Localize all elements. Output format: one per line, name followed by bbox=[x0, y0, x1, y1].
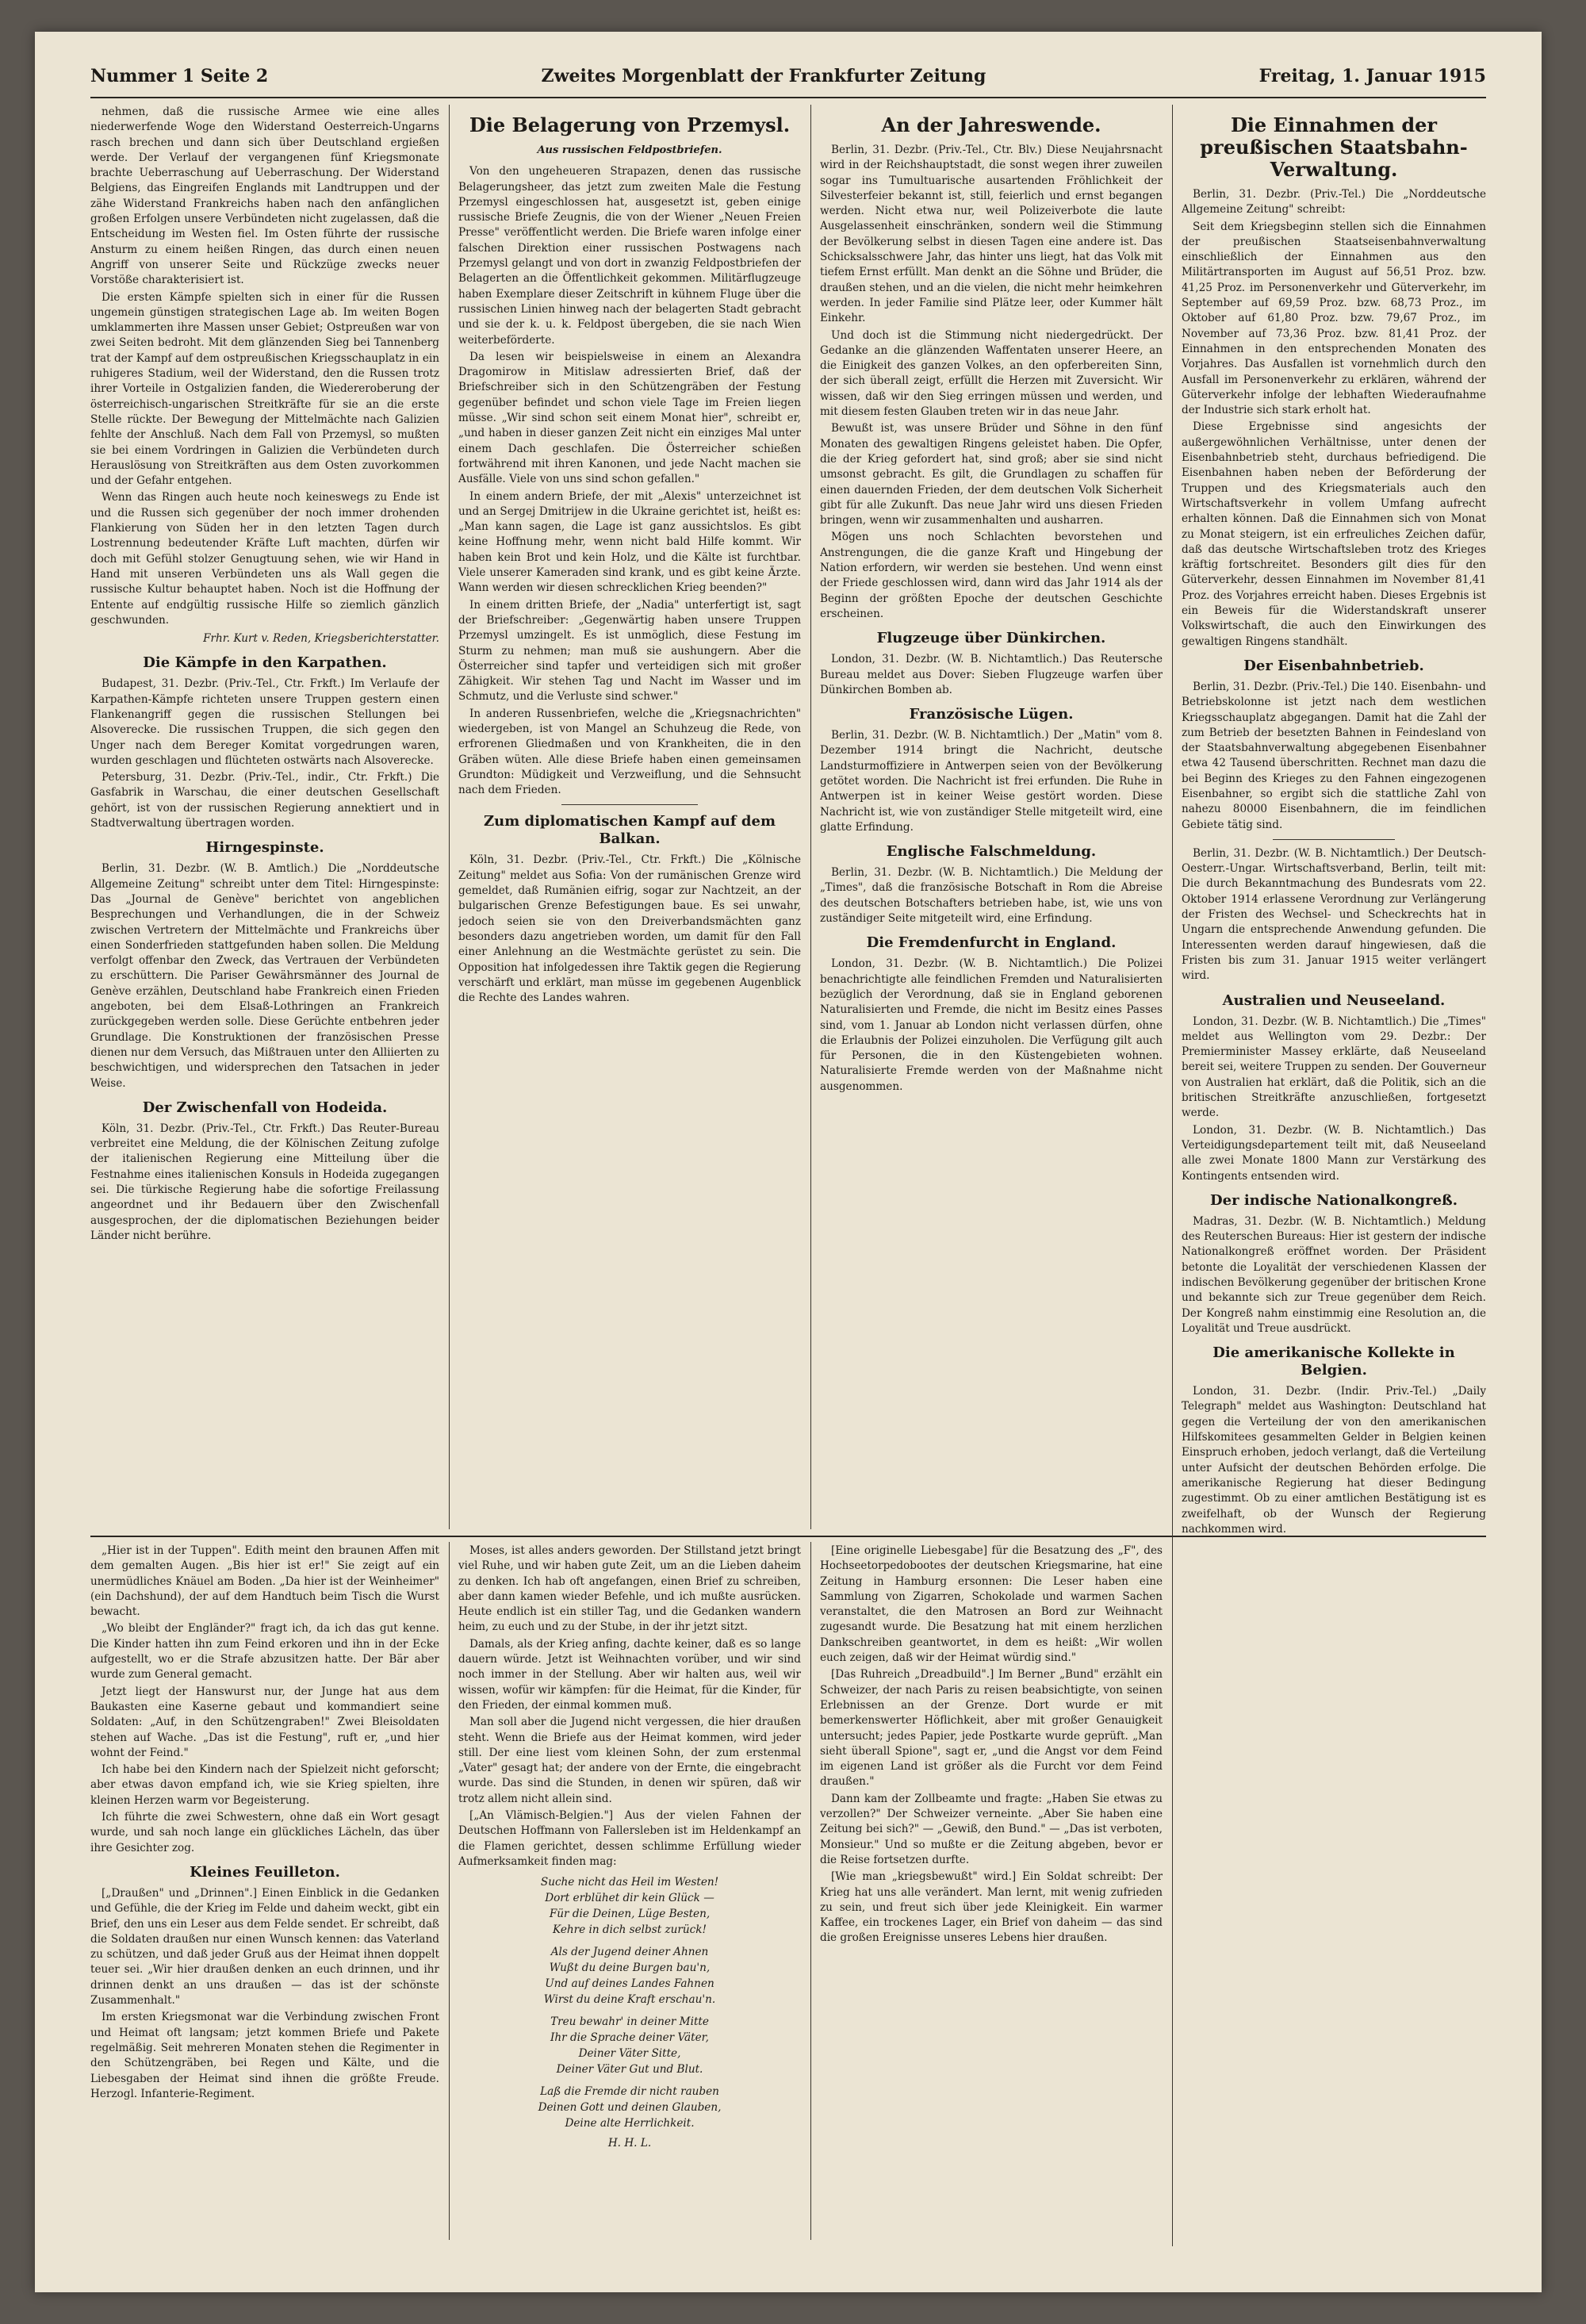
section-heading: Die Fremdenfurcht in England. bbox=[866, 934, 1117, 952]
poem-line: Wirst du deine Kraft erschau'n. bbox=[543, 1993, 716, 2007]
paragraph: Jetzt liegt der Hanswurst nur, der Junge hat aus dem Baukasten eine Kaserne gebaut und kommandiert seine Soldaten: „Auf, in den Schützengraben!" Zwei Bleisoldaten stehen auf Wache. „Das ist die Festung", ruft er, „und hier wohnt der Feind." bbox=[90, 1685, 439, 1759]
paragraph: Bewußt ist, was unsere Brüder und Söhne in den fünf Monaten des gewaltigen Ringens geleistet haben. Die Opfer, die der Krieg gefordert hat, sind groß; aber sie sind nicht umsonst gebracht. Es gilt, die Grundlagen zu schaffen für einen dauernden Frieden, der dem deutschen Volk Sicherheit gibt für alle Zukunft. Das neue Jahr wird uns diesen Frieden bringen, wenn wir zusammenhalten und ausharren. bbox=[820, 422, 1163, 527]
paragraph: London, 31. Dezbr. (W. B. Nichtamtlich.) Das Verteidigungsdepartement teilt mit, daß Neuseeland alle zwei Monate 1800 Mann zur Verstärkung des Kontingents entsenden wird. bbox=[1182, 1123, 1486, 1183]
paragraph: In einem andern Briefe, der mit „Alexis" unterzeichnet ist und an Sergej Dmitrijew in die Ukraine gerichtet ist, heißt es: „Man kann sagen, die Lage ist ganz aussichtslos. Es gibt keine Hoffnung mehr, wenn nicht bald Hilfe kommt. Wir haben kein Brot und kein Holz, und die Kälte ist furchtbar. Viele unserer Kameraden sind krank, und es gibt keine Ärzte. Wann werden wir diesen schrecklichen Krieg beenden?" bbox=[458, 489, 801, 595]
poem-signature: H. H. L. bbox=[607, 2137, 652, 2150]
paragraph: Und doch ist die Stimmung nicht niedergedrückt. Der Gedanke an die glänzenden Waffentaten unserer Heere, an die Einigkeit des ganzen Volkes, an den opferbereiten Sinn, der sich überall zeigt, erfüllt die Herzen mit Zuversicht. Wir wissen, daß wir den Sieg erringen müssen und werden, und mit diesem festen Glauben treten wir in das neue Jahr. bbox=[820, 328, 1163, 419]
paragraph: London, 31. Dezbr. (W. B. Nichtamtlich.) Das Reutersche Bureau meldet aus Dover: Sieben Flugzeuge warfen über Dünkirchen Bomben ab. bbox=[820, 653, 1163, 696]
poem-line: Als der Jugend deiner Ahnen bbox=[550, 1946, 709, 1959]
section-heading: Zum diplomatischen Kampf auf dem Balkan. bbox=[483, 813, 776, 848]
paragraph: Köln, 31. Dezbr. (Priv.-Tel., Ctr. Frkft.) Das Reuter-Bureau verbreitet eine Meldung, die der Kölnischen Zeitung zufolge der italienischen Regierung eine Mitteilung über die Festnahme eines italienischen Konsuls in Hodeida zugegangen sei. Die türkische Regierung habe die sofortige Freilassung angeordnet und ihr Bedauern über den Zwischenfall ausgesprochen, der die diplomatischen Beziehungen beider Länder nicht berühre. bbox=[90, 1122, 439, 1242]
divider bbox=[1273, 839, 1395, 840]
feuilleton-column-1 bbox=[90, 1544, 439, 2242]
paragraph: Berlin, 31. Dezbr. (W. B. Nichtamtlich.) Die Meldung der „Times", daß die französische Botschaft in Rom die Abreise des deutschen Botschafters betrieben habe, ist, wie uns von zuständiger Seite mitgeteilt wird, eine Erfindung. bbox=[820, 866, 1163, 926]
poem-line: Deiner Väter Gut und Blut. bbox=[556, 2063, 703, 2077]
column-divider-2 bbox=[810, 105, 811, 1529]
section-heading: Der indische Nationalkongreß. bbox=[1210, 1191, 1458, 1209]
paragraph: Ich habe bei den Kindern nach der Spielzeit nicht geforscht; aber etwas davon empfand ich, wie sie Krieg spielten, ihre kleinen Herzen warm vor Begeisterung. bbox=[90, 1763, 439, 1807]
section-heading: Der Zwischenfall von Hodeida. bbox=[142, 1099, 388, 1116]
paragraph: Ich führte die zwei Schwestern, ohne daß ein Wort gesagt wurde, und sah noch lange ein glückliches Lächeln, das über ihre Gesichter zog. bbox=[90, 1811, 439, 1854]
column-3 bbox=[820, 105, 1163, 1529]
paragraph: [Eine originelle Liebesgabe] für die Besatzung des „F", des Hochseetorpedobootes der deutschen Kriegsmarine, hat eine Zeitung in Hamburg ersonnen: Die Leser haben eine Sammlung von Zigarren, Schokolade und warmen Sachen veranstaltet, die den Matrosen an Bord zur Weihnacht zugesandt wurde. Die Besatzung hat mit einem herzlichen Dankschreiben geantwortet, in dem es heißt: „Wir wollen euch zeigen, daß wir der Heimat würdig sind." bbox=[820, 1544, 1163, 1665]
section-heading: Die Kämpfe in den Karpathen. bbox=[143, 654, 387, 672]
column-2 bbox=[458, 105, 801, 1529]
paragraph: Dann kam der Zollbeamte und fragte: „Haben Sie etwas zu verzollen?" Der Schweizer verneinte. „Aber Sie haben eine Zeitung bei sich?" — „Gewiß, den Bund." — „Das ist verboten, Monsieur." Und so mußte er die Zeitung abgeben, bevor er die Reise fortsetzen durfte. bbox=[820, 1792, 1163, 1866]
poem-line: Laß die Fremde dir nicht rauben bbox=[540, 2085, 719, 2099]
article-title: An der Jahreswende. bbox=[881, 113, 1101, 136]
paragraph: Man soll aber die Jugend nicht vergessen, die hier draußen steht. Wenn die Briefe aus der Heimat kommen, wird jeder still. Der eine liest vom kleinen Sohn, der zum erstenmal „Vater" gesagt hat; der andere von der Ernte, die eingebracht wurde. Das sind die Stunden, in denen wir spüren, daß wir trotz allem nicht allein sind. bbox=[458, 1716, 801, 1805]
paragraph: [Das Ruhreich „Dreadbuild".] Im Berner „Bund" erzählt ein Schweizer, der nach Paris zu reisen beabsichtigte, von seinen Erlebnissen an der Grenze. Dort wurde er mit bemerkenswerter Höflichkeit, aber mit großer Genauigkeit untersucht; jedes Papier, jede Postkarte wurde geprüft. „Man sieht überall Spione", sagt er, „und die Angst vor dem Feind im eigenen Land ist größer als die Furcht vor dem Feind draußen." bbox=[820, 1668, 1163, 1789]
page-header bbox=[90, 60, 1486, 92]
paragraph: Berlin, 31. Dezbr. (Priv.-Tel., Ctr. Blv.) Diese Neujahrsnacht wird in der Reichshauptstadt, die sonst wegen ihrer zuweilen sogar ins Tumultuarische ausartenden Fröhlichkeit der Silvesterfeier bekannt ist, still, feierlich und ernst begangen werden. Nicht etwa nur, weil Polizeiverbote die laute Ausgelassenheit einschränken, sondern weil die Stimmung der Bevölkerung selbst in diesen Tagen eine andere ist. Das Schicksalsschwere Jahr, das hinter uns liegt, hat das Volk mit tiefem Ernst erfüllt. Man denkt an die Söhne und Brüder, die draußen stehen, und an die vielen, die nicht mehr heimkehren werden. In jeder Familie sind Plätze leer, oder Kummer hält Einkehr. bbox=[820, 144, 1163, 325]
feuilleton-column-3 bbox=[820, 1544, 1163, 2242]
paragraph: Da lesen wir beispielsweise in einem an Alexandra Dragomirow in Mitislaw adressierten Brief, daß der Briefschreiber sich in den Schützengräben der Festung gegenüber befindet und schon viele Tage im Freien liegen müsse. „Wir sind schon seit einem Monat hier", schreibt er, „und haben in dieser ganzen Zeit nicht ein einziges Mal unter einem Dach geschlafen. Die Österreicher schießen fortwährend mit ihren Kanonen, und jede Nacht machen sie Ausfälle. Viele von uns sind schon gefallen." bbox=[458, 350, 801, 486]
paragraph: Berlin, 31. Dezbr. (W. B. Nichtamtlich.) Der Deutsch-Oesterr.-Ungar. Wirtschaftsverband, Berlin, teilt mit: Die durch Bekanntmachung des Bundesrats vom 22. Oktober 1914 erlassene Verordnung zur Verlängerung der Fristen des Wechsel- und Scheckrechts hat in Ungarn die entsprechende Anwendung gefunden. Die Interessenten werden darauf hingewiesen, daß die Fristen bis zum 31. Januar 1915 weiter verlängert wird. bbox=[1182, 846, 1486, 983]
paragraph: London, 31. Dezbr. (W. B. Nichtamtlich.) Die „Times" meldet aus Wellington vom 29. Dezbr.: Der Premierminister Massey erklärte, daß Neuseeland bereit sei, weitere Truppen zu senden. Der Gouverneur von Australien hat erklärt, daß die Politik, sich an die britischen Streitkräfte anzuschließen, fortgesetzt werde. bbox=[1182, 1014, 1486, 1120]
paragraph: Wenn das Ringen auch heute noch keineswegs zu Ende ist und die Russen sich gegenüber der noch immer drohenden Flankierung von Süden her in den letzten Tagen durch Lostrennung bedeutender Kräfte Luft machten, dürfen wir doch mit Gefühl stolzer Genugtuung sehen, wie wir Hand in Hand mit unseren Verbündeten uns als Wall gegen die russische Kultur behauptet haben. Noch ist die Hoffnung der Entente auf endgültig russische Hilfe so ziemlich gänzlich geschwunden. bbox=[90, 491, 439, 627]
poem-line: Deine alte Herrlichkeit. bbox=[565, 2117, 695, 2130]
paragraph: Madras, 31. Dezbr. (W. B. Nichtamtlich.) Meldung des Reuterschen Bureaus: Hier ist gestern der indische Nationalkongreß eröffnet worden. Der Präsident betonte die Loyalität der verschiedenen Klassen der indischen Bevölkerung gegenüber der britischen Krone und bekannte sich zur Treue gegenüber dem Reich. Der Kongreß nahm einstimmig eine Resolution an, die Loyalität und Treue ausdrückt. bbox=[1182, 1214, 1486, 1335]
paragraph: In einem dritten Briefe, der „Nadia" unterfertigt ist, sagt der Briefschreiber: „Gegenwärtig haben unsere Truppen Przemysl umzingelt. Es ist unmöglich, diese Festung im Sturm zu nehmen; man muß sie aushungern. Aber die Österreicher sind tapfer und verteidigen sich mit großer Zähigkeit. Wir stehen Tag und Nacht im Wasser und im Schmutz, und die Verluste sind schwer." bbox=[458, 598, 801, 704]
column-divider-5 bbox=[810, 1542, 811, 2240]
paragraph: Berlin, 31. Dezbr. (Priv.-Tel.) Die 140. Eisenbahn- und Betriebskolonne ist jetzt nach dem westlichen Kriegsschauplatz abgegangen. Damit hat die Zahl der zum Betrieb der besetzten Bahnen in Feindesland von der Staatsbahnverwaltung abgegebenen Eisenbahner etwa 42 Tausend überschritten. Rechnet man dazu die bei Beginn des Krieges zu den Fahnen eingezogenen Eisenbahner, so ergibt sich die stattliche Zahl von nahezu 80000 Eisenbahnern, die im feindlichen Gebiete tätig sind. bbox=[1182, 680, 1486, 831]
section-heading: Der Eisenbahnbetrieb. bbox=[1243, 657, 1424, 674]
paragraph: Diese Ergebnisse sind angesichts der außergewöhnlichen Verhältnisse, unter denen der Eisenbahnbetrieb steht, durchaus befriedigend. Die Eisenbahnen haben neben der Beförderung der Truppen und des Kriegsmaterials auch den Wirtschaftsverkehr in vollem Umfang aufrecht erhalten können. Daß die Einnahmen sich von Monat zu Monat steigern, ist ein erfreuliches Zeichen dafür, daß das deutsche Wirtschaftsleben trotz des Krieges kräftig fortschreitet. Besonders gilt dies für den Güterverkehr, dessen Einnahmen im November 81,41 Proz. des Vorjahres erreicht haben. Dieses Ergebnis ist ein Beweis für die Widerstandskraft unserer Volkswirtschaft, die auch den Einwirkungen des gewaltigen Ringens standhält. bbox=[1182, 420, 1486, 648]
paragraph: Berlin, 31. Dezbr. (W. B. Amtlich.) Die „Norddeutsche Allgemeine Zeitung" schreibt unter dem Titel: Hirngespinste: Das „Journal de Genève" berichtet von angeblichen Besprechungen und Verhandlungen, die in der Schweiz zwischen Vertretern der Mittelmächte und Frankreichs über einen Sonderfrieden stattgefunden haben sollen. Die Meldung verfolgt offenbar den Zweck, das Vertrauen der Verbündeten zu erschüttern. Die Pariser Gewährsmänner des Journal de Genève erzählen, Deutschland habe Frankreich einen Frieden angeboten, bei dem Elsaß-Lothringen an Frankreich zurückgegeben werden solle. Diese Gerüchte entbehren jeder Grundlage. Die Konstruktionen der französischen Presse dienen nur dem Versuch, das Mißtrauen unter den Alliierten zu beschwichtigen, und widersprechen den Tatsachen in jeder Weise. bbox=[90, 862, 439, 1090]
paragraph: Berlin, 31. Dezbr. (W. B. Nichtamtlich.) Der „Matin" vom 8. Dezember 1914 bringt die Nachricht, deutsche Landsturmoffiziere in Antwerpen seien von der Bevölkerung getötet worden. Die Nachricht ist frei erfunden. Die Ruhe in Antwerpen ist in keiner Weise gestört worden. Diese Nachricht ist, wie von zuständiger Stelle mitgeteilt wird, eine glatte Erfindung. bbox=[820, 729, 1163, 834]
paragraph: Mögen uns noch Schlachten bevorstehen und Anstrengungen, die die ganze Kraft und Hingebung der Nation erfordern, wir werden sie bestehen. Und wenn einst der Friede geschlossen wird, dann wird das Jahr 1914 als der Beginn der größten Epoche der deutschen Geschichte erscheinen. bbox=[820, 531, 1163, 620]
paragraph: London, 31. Dezbr. (Indir. Priv.-Tel.) „Daily Telegraph" meldet aus Washington: Deutschland hat gegen die Verteilung der von den amerikanischen Hilfskomitees gesammelten Gelder in Belgien keinen Einspruch erhoben, jedoch verlangt, daß die Verteilung unter Aufsicht der deutschen Behörden erfolge. Die amerikanische Regierung hat dieser Bedingung zugestimmt. Ob zu einer amtlichen Bestätigung ist es zweifelhaft, ob der Wunsch der Regierung nachkommen wird. bbox=[1182, 1385, 1486, 1536]
newspaper-page bbox=[35, 32, 1542, 2292]
section-heading: Flugzeuge über Dünkirchen. bbox=[876, 630, 1106, 647]
paragraph: London, 31. Dezbr. (W. B. Nichtamtlich.) Die Polizei benachrichtigte alle feindlichen Fremden und Naturalisierten bezüglich der Verordnung, daß sie in England geborenen Naturalisierten und Fremde, die nicht im Besitz eines Passes sind, vom 1. Januar ab London nicht verlassen dürfen, ohne die Erlaubnis der Polizei einzuholen. Die Verfügung gilt auch für Personen, die in den Küstengebieten wohnen. Naturalisierte Fremde werden von der Maßnahme nicht ausgenommen. bbox=[820, 957, 1163, 1093]
section-heading: Englische Falschmeldung. bbox=[886, 843, 1097, 861]
poem-line: Treu bewahr' in deiner Mitte bbox=[550, 2015, 709, 2029]
poem-stanza-break bbox=[458, 2077, 801, 2084]
poem-stanza-break bbox=[458, 2008, 801, 2014]
divider bbox=[561, 804, 699, 805]
paragraph: Moses, ist alles anders geworden. Der Stillstand jetzt bringt viel Ruhe, und wir haben gute Zeit, um an die Lieben daheim zu denken. Ich hab oft angefangen, einen Brief zu schreiben, aber dann kamen wieder Befehle, und ich mußte ausrücken. Heute endlich ist ein stiller Tag, und die Gedanken wandern heim, zu euch und zu der Stube, in der ihr jetzt sitzt. bbox=[458, 1544, 801, 1634]
paragraph: Berlin, 31. Dezbr. (Priv.-Tel.) Die „Norddeutsche Allgemeine Zeitung" schreibt: bbox=[1182, 188, 1486, 217]
poem-line: Ihr die Sprache deiner Väter, bbox=[550, 2031, 709, 2045]
poem-line: Deinen Gott und deinen Glauben, bbox=[538, 2101, 722, 2115]
article-title: Die Belagerung von Przemysl. bbox=[469, 113, 791, 136]
paragraph: [„An Vlämisch-Belgien."] Aus der vielen Fahnen der Deutschen Hoffmann von Fallersleben ist im Heldenkampf an die Flamen gerichtet, dessen schlimme Erfüllung wieder Aufmerksamkeit finden mag: bbox=[458, 1809, 801, 1868]
article-subtitle: Aus russischen Feldpostbriefen. bbox=[537, 144, 722, 156]
section-heading: Australien und Neuseeland. bbox=[1222, 991, 1446, 1009]
poem-line: Wußt du deine Burgen bau'n, bbox=[549, 1962, 711, 1975]
paragraph: „Hier ist in der Tuppen". Edith meint den braunen Affen mit dem gemalten Augen. „Bis hier ist er!" Sie zeigt auf ein unermüdliches Knäuel am Boden. „Da hier ist der Weinheimer" (ein Dachshund), der auf dem Handtuch beim Tisch die Wurst bewacht. bbox=[90, 1544, 439, 1619]
paragraph: nehmen, daß die russische Armee wie eine alles niederwerfende Woge den Widerstand Oesterreich-Ungarns rasch brechen und dann sich über Deutschland ergießen werde. Der Verlauf der vergangenen fünf Kriegsmonate brachte Ueberraschung auf Ueberraschung. Der Widerstand Belgiens, das Eingreifen Englands mit Landtruppen und der zähe Widerstand Frankreichs haben nach den anfänglichen großen Erfolgen unsere Verbündeten nicht zugelassen, daß die Entscheidung im Westen fiel. Im Osten führte der russische Ansturm zu einem heißen Ringen, das durch einen neuen Angriff von unserer Seite und Rückzüge zwecks neuer Vorstöße charakterisiert ist. bbox=[90, 105, 439, 287]
header-issue: Nummer 1 Seite 2 bbox=[90, 66, 269, 86]
poem-line: Für die Deinen, Lüge Besten, bbox=[549, 1908, 711, 1921]
paragraph: „Wo bleibt der Engländer?" fragt ich, da ich das gut kenne. Die Kinder hatten ihn zum Feind erkoren und ihn in der Ecke aufgestellt, wo er die Strafe abzusitzen hatte. Der Bär aber wurde zum General gemacht. bbox=[90, 1622, 439, 1682]
article-title: Die Einnahmen der preußischen Staatsbahn-Verwaltung. bbox=[1200, 113, 1468, 181]
poem-line: Deiner Väter Sitte, bbox=[578, 2047, 681, 2061]
column-4 bbox=[1182, 105, 1486, 2246]
poem bbox=[458, 1874, 801, 2131]
paragraph: Die ersten Kämpfe spielten sich in einer für die Russen ungemein günstigen strategischen Lage ab. Im weiten Bogen umklammerten ihre Massen unser Gebiet; Ostpreußen war von zwei Seiten bedroht. Mit dem glänzenden Sieg bei Tannenberg trat der Kampf auf dem ostpreußischen Kriegsschauplatz in ein ruhigeres Stadium, weil der Widerstand, den die Russen trotz ihrer Vorteile in Ostgalizien fanden, die Wiedereroberung der österreichisch-ungarischen Streitkräfte für sie an die erste Stelle rückte. Der Bewegung der Mittelmächte nach Galizien fehlte der Anschluß. Nach dem Fall von Przemysl, so mußten sie bei einem Vordringen in Galizien die Verbündeten durch Herauslösung von Streitkräften aus dem Osten zuvorkommen und der Gefahr entgehen. bbox=[90, 290, 439, 488]
header-date: Freitag, 1. Januar 1915 bbox=[1258, 66, 1486, 86]
paragraph: In anderen Russenbriefen, welche die „Kriegsnachrichten" wiedergeben, ist von Mangel an Schuhzeug die Rede, von erfrorenen Gliedmaßen und von Krankheiten, die in den Gräben wüten. Alle diese Briefe haben einen gemeinsamen Grundton: Müdigkeit und Verzweiflung, und die Sehnsucht nach dem Frieden. bbox=[458, 707, 801, 797]
paragraph: Von den ungeheueren Strapazen, denen das russische Belagerungsheer, das jetzt zum zweiten Male die Festung Przemysl eingeschlossen hat, ausgesetzt ist, geben einige russische Briefe Zeugnis, die von der Wiener „Neuen Freien Presse" veröffentlicht werden. Die Briefe waren infolge einer falschen Direktion einer russischen Postwagens nach Przemysl gelangt und von dort in zwanzig Feldpostbriefen der Belagerten an die Öffentlichkeit gekommen. Militärflugzeuge haben Exemplare dieser Zeitschrift in kühnem Fluge über die russischen Linien hinweg nach der belagerten Stadt gebracht und sie der k. u. k. Feldpost übergeben, die sie nach Wien weiterbeförderte. bbox=[458, 165, 801, 347]
poem-line: Kehre in dich selbst zurück! bbox=[553, 1923, 707, 1937]
column-divider-4 bbox=[449, 1542, 450, 2240]
column-divider-1 bbox=[449, 105, 450, 1529]
poem-line: Suche nicht das Heil im Westen! bbox=[540, 1876, 719, 1889]
poem-stanza-break bbox=[458, 1938, 801, 1944]
column-divider-3 bbox=[1172, 105, 1173, 2246]
feuilleton-column-2 bbox=[458, 1544, 801, 2242]
section-heading: Kleines Feuilleton. bbox=[190, 1863, 340, 1881]
column-1 bbox=[90, 105, 439, 1529]
header-masthead: Zweites Morgenblatt der Frankfurter Zeitung bbox=[541, 66, 986, 86]
paragraph: Budapest, 31. Dezbr. (Priv.-Tel., Ctr. Frkft.) Im Verlaufe der Karpathen-Kämpfe richteten unsere Truppen gestern einen Flankenangriff gegen die russischen Stellungen bei Alsoverecke. Die russischen Truppen, die sich gegen den Unger nach dem Bereger Komitat vorgedrungen waren, wurden geschlagen und flüchteten ostwärts nach Alsoverecke. bbox=[90, 677, 439, 767]
section-heading: Französische Lügen. bbox=[909, 706, 1074, 723]
paragraph: Damals, als der Krieg anfing, dachte keiner, daß es so lange dauern würde. Jetzt ist Weihnachten vorüber, und wir sind noch immer in der Stellung. Aber wir halten aus, weil wir wissen, wofür wir kämpfen: für die Heimat, für die Kinder, für den Frieden, der einmal kommen muß. bbox=[458, 1637, 801, 1712]
poem-line: Dort erblühet dir kein Glück — bbox=[545, 1892, 714, 1905]
paragraph: Seit dem Kriegsbeginn stellen sich die Einnahmen der preußischen Staatseisenbahnverwaltung einschließlich der Einnahmen aus den Militärtransporten im August auf 56,51 Proz. bzw. 41,25 Proz. im Personenverkehr und Güterverkehr, im September auf 69,59 Proz. bzw. 68,73 Proz., im Oktober auf 61,80 Proz. bzw. 79,67 Proz., im November auf 73,36 Proz. bzw. 81,41 Proz. der Einnahmen in den entsprechenden Monaten des Vorjahres. Das Ausfallen ist vornehmlich durch den Ausfall im Personenverkehr zu erklären, während der Güterverkehr infolge der lebhaften Wiederaufnahme der Industrie sich stark erholt hat. bbox=[1182, 220, 1486, 417]
header-rule bbox=[90, 97, 1486, 98]
paragraph: Köln, 31. Dezbr. (Priv.-Tel., Ctr. Frkft.) Die „Kölnische Zeitung" meldet aus Sofia: Von der rumänischen Grenze wird gemeldet, daß Rumänien eifrig, sogar zur Nachtzeit, an der bulgarischen Grenze Befestigungen baue. Es sei unwahr, jedoch seien sie von den Dreiverbandsmächten ganz besonders dazu angetrieben worden, um damit für den Fall einer Anlehnung an die Westmächte gerüstet zu sein. Die Opposition hat infolgedessen ihre Taktik gegen die Regierung verschärft und erklärt, man müsse im gegebenen Augenblick die Rechte des Landes wahren. bbox=[458, 853, 801, 1005]
author-signature: Frhr. Kurt v. Reden, Kriegsberichterstatter. bbox=[203, 632, 439, 646]
paragraph: Petersburg, 31. Dezbr. (Priv.-Tel., indir., Ctr. Frkft.) Die Gasfabrik in Warschau, die einer deutschen Gesellschaft gehört, ist von der russischen Regierung annektiert und in Stadtverwaltung übertragen worden. bbox=[90, 771, 439, 830]
paragraph: Im ersten Kriegsmonat war die Verbindung zwischen Front und Heimat oft langsam; jetzt kommen Briefe und Pakete regelmäßig. Seit mehreren Monaten stehen die Regimenter in den Schützengräben, bei Regen und Kälte, und die Liebesgaben der Heimat sind ihnen die größte Freude. Herzogl. Infanterie-Regiment. bbox=[90, 2011, 439, 2100]
section-heading: Die amerikanische Kollekte in Belgien. bbox=[1212, 1344, 1455, 1379]
section-heading: Hirngespinste. bbox=[205, 839, 324, 857]
paragraph: [„Draußen" und „Drinnen".] Einen Einblick in die Gedanken und Gefühle, die der Krieg im Felde und daheim weckt, gibt ein Brief, den uns ein Leser aus dem Felde sendet. Er schreibt, daß die Soldaten draußen nur einen Wunsch kennen: das Vaterland zu schützen, und daß jeder Gruß aus der Heimat ihnen doppelt teuer sei. „Wir hier draußen denken an euch drinnen, und ihr drinnen denkt an uns draußen — das ist der schönste Zusammenhalt." bbox=[90, 1886, 439, 2008]
poem-line: Und auf deines Landes Fahnen bbox=[545, 1977, 714, 1991]
paragraph: [Wie man „kriegsbewußt" wird.] Ein Soldat schreibt: Der Krieg hat uns alle verändert. Man lernt, mit wenig zufrieden zu sein, und freut sich über jede Kleinigkeit. Ein warmer Kaffee, ein trockenes Lager, ein Brief von daheim — das sind die großen Ereignisse unseres Lebens hier draußen. bbox=[820, 1870, 1163, 1945]
